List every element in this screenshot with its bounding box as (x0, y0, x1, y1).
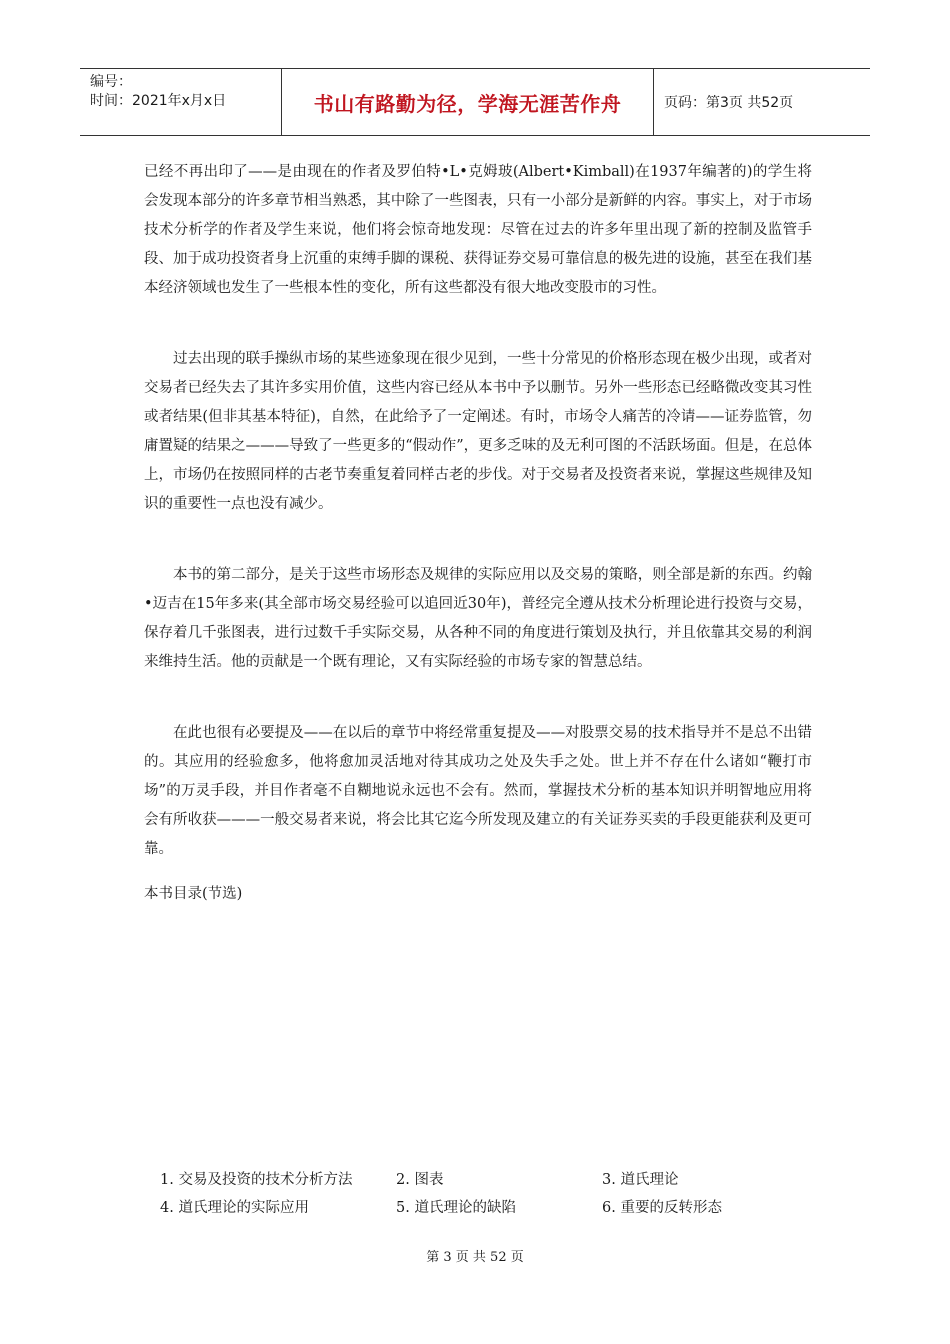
header-meta (80, 69, 282, 135)
document-id-label: 编号： (90, 74, 132, 90)
paragraph: 已经不再出印了——是由现在的作者及罗伯特•L•克姆玻(Albert•Kimball)在1937年编著的)的学生将会发现本部分的许多章节相当熟悉，其中除了一些图表，只有一小部分是新鲜的内容。事实上，对于市场技术分析学的作者及学生来说，他们将会惊奇地发现：尽管在过去的许多年里出现了新的控制及监管手段、加于成功投资者身上沉重的束缚手脚的课税、获得证券交易可靠信息的极先进的设施，甚至在我们基本经济领域也发生了一些根本性的变化，所有这些都没有很大地改变股市的习性。 (144, 164, 812, 296)
toc-item: 5. 道氏理论的缺陷 (396, 1200, 516, 1216)
table-of-contents (160, 1166, 800, 1222)
toc-item: 2. 图表 (396, 1172, 444, 1188)
document-time-label: 时间：2021年x月x日 (90, 93, 227, 109)
toc-title: 本书目录(节选) (144, 886, 243, 902)
page-header (80, 68, 870, 136)
toc-item: 3. 道氏理论 (602, 1172, 679, 1188)
document-body (144, 158, 812, 909)
page-footer: 第 3 页 共 52 页 (426, 1250, 524, 1265)
toc-item: 1. 交易及投资的技术分析方法 (160, 1172, 353, 1188)
header-page-info: 页码：第3页 共52页 (664, 95, 794, 111)
paragraph: 在此也很有必要提及——在以后的章节中将经常重复提及——对股票交易的技术指导并不是总不出错的。其应用的经验愈多，他将愈加灵活地对待其成功之处及失手之处。世上并不存在什么诸如“鞭打市场”的万灵手段，并目作者毫不自糊地说永远也不会有。然而，掌握技术分析的基本知识并明智地应用将会有所收获———一般交易者来说，将会比其它迄今所发现及建立的有关证券买卖的手段更能获利及更可靠。 (144, 725, 812, 857)
header-motto: 书山有路勤为径，学海无涯苦作舟 (282, 69, 654, 135)
paragraph: 过去出现的联手操纵市场的某些迹象现在很少见到，一些十分常见的价格形态现在极少出现，或者对交易者已经失去了其许多实用价值，这些内容已经从本书中予以删节。另外一些形态已经略微改变其习性或者结果(但非其基本特征)，自然，在此给予了一定阐述。有时，市场令人痛苦的冷请——证券监管，勿庸置疑的结果之———导致了一些更多的“假动作”，更多乏味的及无利可图的不活跃场面。但是，在总体上，市场仍在按照同样的古老节奏重复着同样古老的步伐。对于交易者及投资者来说，掌握这些规律及知识的重要性一点也没有减少。 (144, 351, 812, 512)
toc-item: 6. 重要的反转形态 (602, 1200, 722, 1216)
toc-item: 4. 道氏理论的实际应用 (160, 1200, 309, 1216)
paragraph: 本书的第二部分，是关于这些市场形态及规律的实际应用以及交易的策略，则全部是新的东西。约翰•迈吉在15年多来(其全部市场交易经验可以追回近30年)，普经完全遵从技术分析理论进行投资与交易，保存着几千张图表，进行过数千手实际交易，从各种不同的角度进行策划及执行，并且依靠其交易的利润来维持生活。他的贡献是一个既有理论，又有实际经验的市场专家的智慧总结。 (144, 567, 812, 670)
